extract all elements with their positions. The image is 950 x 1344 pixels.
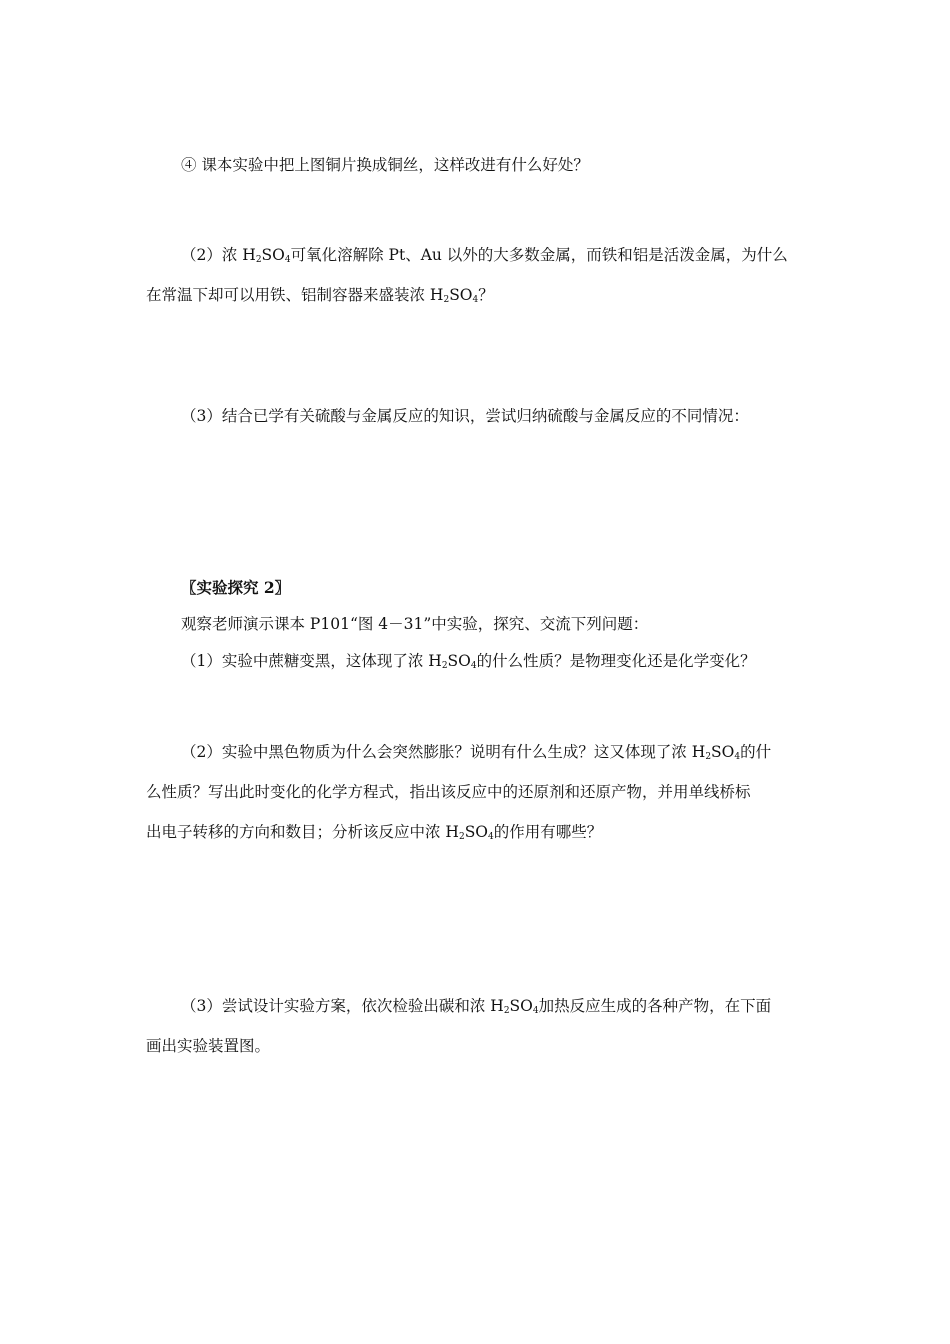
experiment-intro: 观察老师演示课本 P101“图 4－31”中实验，探究、交流下列问题： — [181, 615, 649, 633]
experiment-question-3-line-2: 画出实验装置图。 — [146, 1037, 271, 1055]
question-2-line-1: （2）浓 $H_2SO_4$可氧化溶解除 Pt、Au 以外的大多数金属，而铁和铝是活泼金属，为什么 — [181, 246, 788, 265]
experiment-question-1: （1）实验中蔗糖变黑，这体现了浓 $H_2SO_4$的什么性质？是物理变化还是化学变化？ — [181, 652, 756, 671]
experiment-question-3-line-1: （3）尝试设计实验方案，依次检验出碳和浓 $H_2SO_4$加热反应生成的各种产物，在下面 — [181, 997, 772, 1016]
experiment-question-2-line-2: 么性质？写出此时变化的化学方程式，指出该反应中的还原剂和还原产物，并用单线桥标 — [146, 783, 751, 801]
section-heading: 〖实验探究 2〗 — [181, 578, 291, 597]
experiment-question-2-line-3: 出电子转移的方向和数目；分析该反应中浓 $H_2SO_4$的作用有哪些？ — [146, 823, 603, 842]
question-3: （3）结合已学有关硫酸与金属反应的知识，尝试归纳硫酸与金属反应的不同情况： — [181, 407, 749, 425]
experiment-question-2-line-1: （2）实验中黑色物质为什么会突然膨胀？说明有什么生成？这又体现了浓 $H_2SO_4$的什 — [181, 743, 772, 762]
question-4: ④ 课本实验中把上图铜片换成铜丝，这样改进有什么好处？ — [181, 156, 589, 174]
question-2-line-2: 在常温下却可以用铁、铝制容器来盛装浓 $H_2SO_4$？ — [146, 286, 494, 305]
